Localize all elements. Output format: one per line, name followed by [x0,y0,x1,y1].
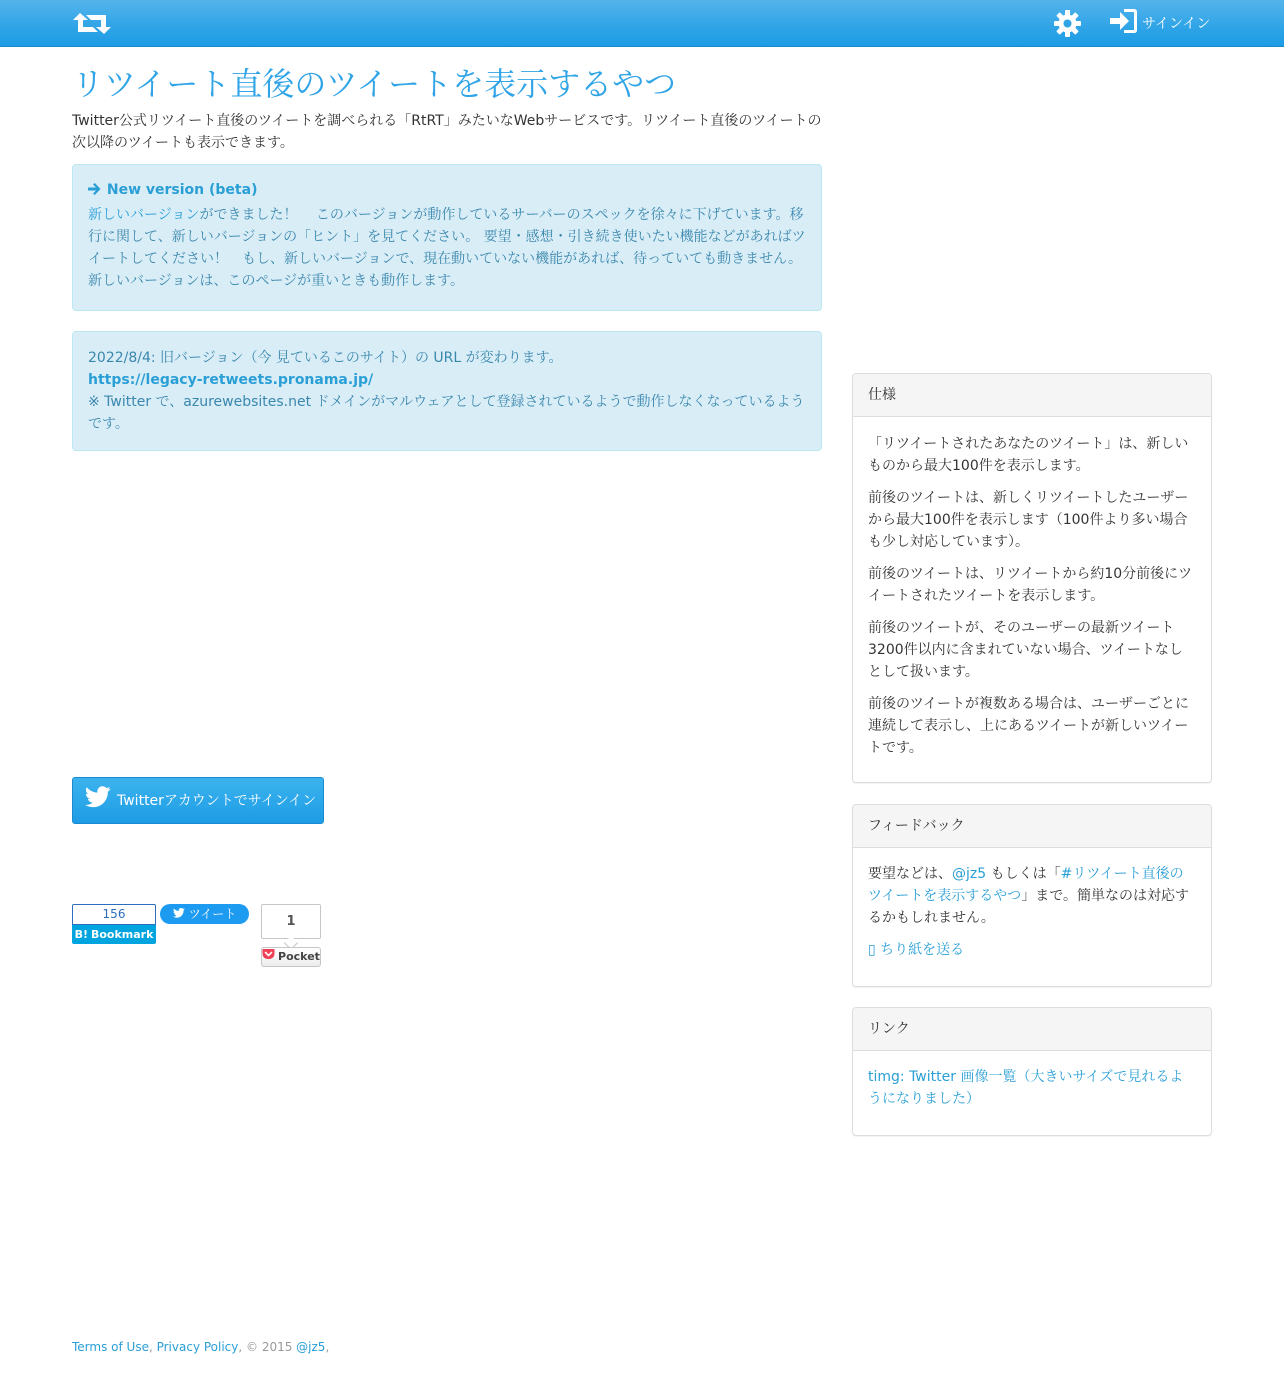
twitter-bird-icon [85,786,117,815]
hatena-bookmark-button[interactable] [72,904,156,944]
pocket-icon [262,946,278,968]
copyright: , © 2015 [238,1340,297,1354]
url-change-alert [72,331,822,451]
links-panel [852,1007,1212,1136]
new-version-inline-link[interactable]: 新しいバージョン [88,207,200,223]
privacy-link[interactable]: Privacy Policy [156,1340,239,1354]
sign-in-icon [1110,8,1138,41]
url-change-note: ※ Twitter で、azurewebsites.net ドメインがマルウェアとして登録されているようで動作しなくなっているようです。 [88,394,805,432]
spec-item: 前後のツイートは、新しくリツイートしたユーザーから最大100件を表示します（100件より多い場合も少し対応しています）。 [868,490,1189,550]
feedback-text-after: 」まで。簡単なのは対応するかもしれません。 [868,888,1190,926]
hatena-label: Bookmark [90,927,154,941]
footer-author-link[interactable]: @jz5 [296,1340,326,1354]
tweet-label: ツイート [188,907,237,921]
tissue-icon: ▯ [868,942,876,958]
links-panel-heading: リンク [853,1008,1211,1051]
arrow-right-icon [88,182,107,198]
page-description: Twitter公式リツイート直後のツイートを調べられる「RtRT」みたいなWebサービスです。リツイート直後のツイートの次以降のツイートも表示できます。 [72,113,822,151]
hatena-count: 156 [72,904,156,925]
new-version-link[interactable] [88,182,257,198]
new-version-heading [88,180,806,200]
hashtag-link[interactable]: #リツイート直後のツイートを表示するやつ [868,866,1184,904]
spec-item: 「リツイートされたあなたのツイート」は、新しいものから最大100件を表示します。 [868,436,1189,474]
retweet-icon[interactable] [72,10,112,37]
signin-nav-label: サインイン [1142,16,1211,32]
feedback-text [868,863,1196,929]
page-title: リツイート直後のツイートを表示するやつ [72,65,677,103]
signin-nav-link[interactable] [1110,10,1210,38]
spec-item: 前後のツイートが複数ある場合は、ユーザーごとに連続して表示し、上にあるツイートが新しいツイートです。 [868,696,1190,756]
feedback-text-middle: もしくは「 [986,866,1061,882]
tweet-share-button[interactable] [160,904,249,924]
author-link[interactable]: @jz5 [952,866,987,882]
spec-panel [852,373,1212,783]
new-version-heading-text: New version (beta) [106,182,258,198]
footer-trail: , [325,1340,330,1354]
new-version-text [88,204,806,292]
twitter-signin-label: Twitterアカウントでサインイン [117,792,317,809]
feedback-panel [852,804,1212,987]
pocket-button[interactable] [261,947,321,967]
tissue-link-label: ちり紙を送る [875,942,965,958]
twitter-bird-icon [173,903,189,925]
spec-panel-heading: 仕様 [853,374,1211,417]
legacy-url-link[interactable]: https://legacy-retweets.pronama.jp/ [88,372,374,388]
footer [72,1338,329,1356]
tissue-link[interactable] [868,942,964,958]
new-version-body: ができました！ このバージョンが動作しているサーバーのスペックを徐々に下げています。移行に関して、新しいバージョンの「ヒント」を見てください。 要望・感想・引き続き使いたい機能などがあればツイートしてください！ もし、新しいバージョンで、現在動いていない機能があれば、待っていても動きません。 新しいバージョンは、このページが重いときも動作します。 [88,207,806,289]
spec-item: 前後のツイートが、そのユーザーの最新ツイート3200件以内に含まれていない場合、ツイートなしとして扱います。 [868,620,1183,680]
timg-link[interactable]: timg: Twitter 画像一覧（大きいサイズで見れるようになりました） [868,1069,1184,1107]
feedback-panel-heading: フィードバック [853,805,1211,848]
terms-link[interactable]: Terms of Use [72,1340,149,1354]
footer-sep: , [148,1340,157,1354]
new-version-alert [72,164,822,311]
url-change-line1: 2022/8/4: 旧バージョン（今 見ているこのサイト）の URL が変わります。 [88,350,563,366]
twitter-signin-button[interactable] [72,777,324,824]
navbar [0,0,1284,47]
pocket-label: Pocket [278,950,320,963]
spec-item: 前後のツイートは、リツイートから約10分前後にツイートされたツイートを表示します。 [868,566,1193,604]
hatena-b-icon: B! [74,927,88,941]
pocket-count: 1 [261,904,321,939]
gear-icon[interactable] [1053,9,1082,38]
feedback-text-before: 要望などは、 [868,866,952,882]
